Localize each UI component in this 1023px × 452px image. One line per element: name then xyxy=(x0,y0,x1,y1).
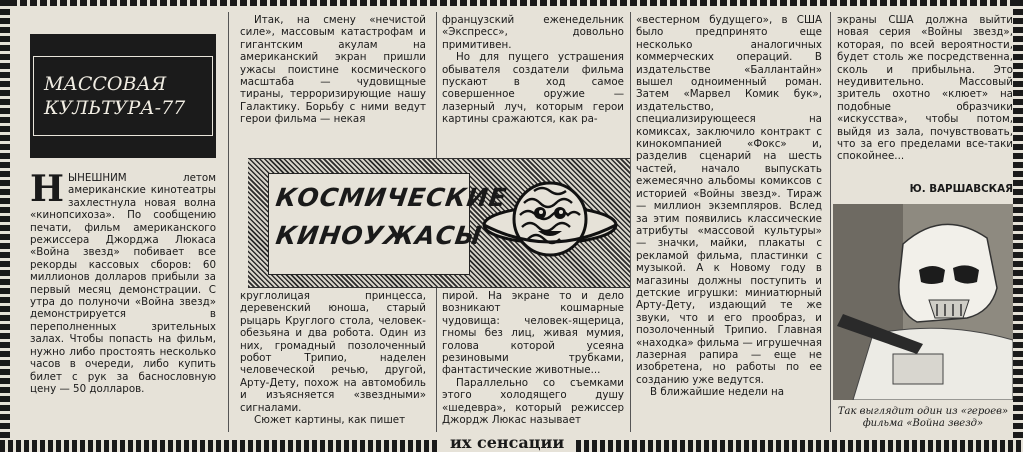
title-banner xyxy=(248,158,630,288)
paragraph: пирой. На экране то и дело возникают кошмарные чудовища: человек-ящерица, гномы без лиц, живая мумия, голова которой усеяна резиновыми трубками, фантастические животные... xyxy=(442,290,624,377)
lead-paragraph xyxy=(30,172,216,395)
column-2-bottom xyxy=(240,290,426,432)
right-border xyxy=(1013,0,1023,452)
stormtrooper-photo xyxy=(833,204,1013,400)
lead-text: ЫНЕШНИМ летом американские кинотеатры захлестнула новая волна «кинопсихоза». По сообщению печати, фильм американского режиссера Джорджа Люкаса «Война звезд» побивает все рекорды кассовых сборов: 60 миллионов долларов прибыли за первый месяц демонстрации. С утра до полуночи «Война звезд» демонстрируется в переполненных зрительных залах. Чтобы попасть на фильм, нужно либо простоять несколько часов в очереди, либо купить билет с рук за баснословную цену — 50 долларов. xyxy=(30,172,216,395)
paragraph: круглолицая принцесса, деревенский юноша, старый рыцарь Круглого стола, человек-обезьяна и два робота. Один из них, громадный позолоченный робот Трипио, наделен человеческой речью, другой, Арту-Дету, похож на автомобиль и изъясняется «звездными» сигналами. xyxy=(240,290,426,414)
column-3-top xyxy=(442,14,624,154)
column-rule xyxy=(830,12,831,432)
stormtrooper-image xyxy=(833,204,1013,400)
paragraph: французский еженедельник «Экспресс», довольно примитивен. xyxy=(442,14,624,51)
rubric-frame xyxy=(33,56,213,136)
drop-cap: Н xyxy=(30,172,65,210)
paragraph: Итак, на смену «нечистой силе», массовым катастрофам и гигантским акулам на американский экран пришли ужасы поистине космического масштаба — чудовищные тираны, терроризирующие нашу Галактику. Борьбу с ними ведут герои фильма — некая xyxy=(240,14,426,126)
column-1 xyxy=(30,172,216,434)
top-border xyxy=(0,0,1023,6)
bottom-heading: их сенсации xyxy=(440,434,574,452)
paragraph: Параллельно со съемками этого холодящего душу «шедевра», который режиссер Джордж Люкас называет xyxy=(442,376,624,427)
column-5 xyxy=(837,14,1013,180)
column-2-top xyxy=(240,14,426,154)
author-signature: Ю. ВАРШАВСКАЯ xyxy=(909,183,1013,195)
paragraph: Сюжет картины, как пишет xyxy=(254,414,406,427)
rubric-line-1: МАССОВАЯ xyxy=(44,73,167,95)
column-rule xyxy=(630,12,631,432)
planet-monster-icon xyxy=(480,167,620,279)
paragraph: Но для пущего устрашения обывателя создатели фильма пускают в ход самое совершенное оружие — лазерный луч, которым герои картины сражаются, как ра- xyxy=(442,51,624,126)
paragraph: В ближайшие недели на xyxy=(650,386,785,399)
left-border xyxy=(0,0,10,452)
column-4 xyxy=(636,14,822,434)
column-3-bottom xyxy=(442,290,624,432)
article-title-line-1: КОСМИЧЕСКИЕ xyxy=(274,183,510,212)
column-rule xyxy=(228,12,229,432)
article-title-line-2: КИНОУЖАСЫ xyxy=(274,221,485,250)
paragraph: «вестерном будущего», в США было предпринято еще несколько аналогичных коммерческих операций. В издательстве «Баллантайн» вышел одноименный роман. Затем «Марвел Комик бук», издательство, специализирующееся на комиксах, заключило контракт с кинокомпанией «Фокс» и, разделив сценарий на шесть частей, начало выпускать ежемесячно альбомы комиксов с историей «Войны звезд». Тираж — миллион экземпляров. Вслед за этим появились классические атрибуты «массовой культуры» — значки, майки, плакаты с рекламой фильма, пластинки с музыкой. А к Новому году в магазины должны поступить и детские игрушки: миниатюрный Арту-Дету, издающий те же звуки, что и его прообраз, и позолоченный Трипио. Главная «находка» фильма — игрушечная лазерная рапира — еще не изобретена, но работы по ее созданию уже ведутся. xyxy=(636,14,822,386)
rubric-box xyxy=(30,34,216,158)
rubric-line-2: КУЛЬТУРА-77 xyxy=(44,97,186,119)
photo-caption: Так выглядит один из «героев» фильма «Война звезд» xyxy=(837,406,1009,429)
paragraph: экраны США должна выйти новая серия «Войны звезд», которая, по всей вероятности, будет столь же посредственна, сколь и прибыльна. Это неудивительно. Массовый зритель охотно «клюет» на подобные образчики «искусства», чтобы потом, выйдя из зала, почувствовать, что за его пределами все-таки спокойнее... xyxy=(837,14,1013,163)
